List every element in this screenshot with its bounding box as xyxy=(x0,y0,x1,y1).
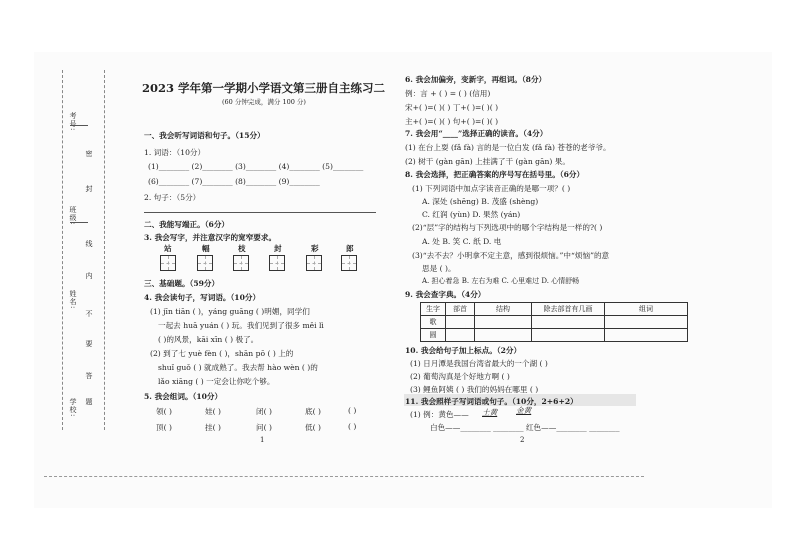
char-model: 枝 xyxy=(238,244,246,253)
dict-cell[interactable] xyxy=(446,316,475,329)
radical-row-2: 主+( )=( )( ) 句+( )=( )( ) xyxy=(405,117,499,126)
section-3-heading: 三、基础题。（59分） xyxy=(144,279,220,288)
binding-label-class: 班级: xyxy=(69,206,77,226)
choice-question: (1) 下列词语中加点字读音正确的是哪一项？( ) xyxy=(412,184,571,193)
char-model: 站 xyxy=(164,244,172,253)
word-group-item: 领( ) xyxy=(156,407,172,416)
radical-row-1: 宋+( )=( )( ) 丁+( )=( )( ) xyxy=(405,103,499,112)
pinyin-sentence-line: 一起去 huā yuán ( ) 玩。我们见到了很多 měi lì xyxy=(158,321,324,330)
char-model: 封 xyxy=(274,244,282,253)
binding-mark: 题 xyxy=(85,398,93,406)
dict-header: 结构 xyxy=(475,303,532,316)
page-bottom-edge xyxy=(44,476,644,477)
word-group-item: 顶( ) xyxy=(156,423,172,432)
dict-header: 除去部首有几画 xyxy=(532,303,605,316)
dict-cell[interactable] xyxy=(605,316,688,329)
word-group-item: 闭( ) xyxy=(256,407,272,416)
word-group-item: 低( ) xyxy=(305,423,321,432)
question-10-heading: 10. 我会给句子加上标点。（2分） xyxy=(405,346,522,355)
pinyin-sentence-line: (1) jīn tiān ( )，yáng guāng ( )明媚，同学们 xyxy=(150,307,310,316)
writing-grid[interactable] xyxy=(197,255,213,271)
choice-question-cont: 思是 ( )。 xyxy=(422,264,456,273)
binding-mark: 不 xyxy=(85,310,93,318)
question-6-heading: 6. 我会加偏旁，变新字，再组词。（8分） xyxy=(405,75,547,84)
binding-mark: 答 xyxy=(85,372,93,380)
pronunciation-item: (2) 树干 (gàn gān) 上挂满了干 (gàn gān) 果。 xyxy=(405,157,570,166)
dict-char: 歌 xyxy=(421,316,446,329)
writing-grid[interactable] xyxy=(341,255,357,271)
binding-mark: 内 xyxy=(85,272,93,280)
example-answer: 金黄 xyxy=(516,406,532,415)
question-9-heading: 9. 我会查字典。（4分） xyxy=(405,290,486,299)
question-4-heading: 4. 我会读句子，写词语。（10分） xyxy=(144,293,261,302)
question-11-heading: 11. 我会照样子写词语或句子。（10分，2+6+2） xyxy=(405,397,578,406)
section-2-heading: 二、我能写端正。（6分） xyxy=(144,220,230,229)
radical-example: 例：言 + ( ) = ( ) (信用) xyxy=(405,89,491,98)
dict-header: 组词 xyxy=(605,303,688,316)
question-3-heading: 3. 我会写字，并注意汉字的宽窄要求。 xyxy=(144,233,277,242)
dict-cell[interactable] xyxy=(605,329,688,342)
dict-cell[interactable] xyxy=(532,329,605,342)
choice-options: A. 深处 (shēng) B. 茂盛 (shèng) xyxy=(422,197,539,206)
fill-line-exam-no xyxy=(70,125,88,126)
writing-grid[interactable] xyxy=(306,255,322,271)
dict-header: 生字 xyxy=(421,303,446,316)
punctuation-item: (2) 葡萄沟真是个好地方啊 ( ) xyxy=(410,372,510,381)
binding-mark: 要 xyxy=(85,340,93,348)
question-8-heading: 8. 我会选择，把正确答案的序号写在括号里。（6分） xyxy=(405,170,585,179)
dict-cell[interactable] xyxy=(475,316,532,329)
dictation-words-row-2: (6)________ (7)________ (8)________ (9)________ xyxy=(148,177,320,186)
fill-line-class xyxy=(70,222,88,223)
word-group-item: 挂( ) xyxy=(205,423,221,432)
binding-mark: 线 xyxy=(85,240,93,248)
word-group-item: ( ) xyxy=(348,422,357,431)
pinyin-sentence-line: lǎo xiāng ( ) 一定会让你吃个够。 xyxy=(158,377,275,386)
binding-line-inner xyxy=(104,70,105,430)
section-1-heading: 一、我会听写词语和句子。（15分） xyxy=(144,131,265,140)
binding-label-school: 学校: xyxy=(69,398,77,418)
pinyin-sentence-line: (2) 到了七 yuè fèn ( )，shān pō ( ) 上的 xyxy=(150,349,294,358)
punctuation-item: (3) 鲤鱼阿姨 ( ) 我们的妈妈在哪里 ( ) xyxy=(410,385,539,394)
binding-mark: 密 xyxy=(85,150,93,158)
writing-grid[interactable] xyxy=(233,255,249,271)
dict-header: 部首 xyxy=(446,303,475,316)
example-label: (1) 例：黄色—— xyxy=(410,410,469,419)
question-5-heading: 5. 我会组词。（10分） xyxy=(144,392,223,401)
dictation-words-row-1: (1)________ (2)________ (3)________ (4)________ (5)________ xyxy=(148,162,364,171)
exam-subtitle: (60 分钟完成，满分 100 分) xyxy=(222,98,306,106)
dict-cell[interactable] xyxy=(446,329,475,342)
example-answer: 土黄 xyxy=(482,408,498,417)
choice-options: C. 红润 (yùn) D. 果然 (yán) xyxy=(422,210,521,219)
binding-label-name: 姓名: xyxy=(69,290,77,310)
dictionary-table xyxy=(420,302,688,342)
choice-question: (3)“去不去？小明拿不定主意，感到很烦恼。”中“烦恼”的意 xyxy=(412,251,610,260)
dict-cell[interactable] xyxy=(475,329,532,342)
dict-char: 圆 xyxy=(421,329,446,342)
color-word-row: 白色——________ ________ 红色——________ ________ xyxy=(430,423,620,432)
word-group-item: 娃( ) xyxy=(205,407,221,416)
choice-options: A. 处 B. 笑 C. 纸 D. 电 xyxy=(422,237,502,246)
table-row xyxy=(421,329,688,342)
word-group-item: 问( ) xyxy=(256,423,272,432)
char-model: 幅 xyxy=(202,244,210,253)
punctuation-item: (1) 日月潭是我国台湾省最大的一个湖 ( ) xyxy=(410,359,548,368)
binding-mark: 封 xyxy=(85,185,93,193)
binding-label-exam-no: 考号: xyxy=(69,112,77,132)
pinyin-sentence-line: ( )的风景，kāi xīn ( ) 极了。 xyxy=(158,335,259,344)
writing-grid[interactable] xyxy=(269,255,285,271)
section-1-words-label: 1. 词语：（10分） xyxy=(144,148,206,157)
word-group-item: 底( ) xyxy=(305,407,321,416)
binding-line-outer xyxy=(62,70,63,430)
pinyin-sentence-line: shuǐ guǒ ( ) 就成熟了。我去帮 hào wèn ( )的 xyxy=(158,363,318,372)
word-group-item: ( ) xyxy=(348,406,357,415)
page-number-right: 2 xyxy=(520,436,525,444)
page-number-left: 1 xyxy=(260,436,265,444)
char-model: 郎 xyxy=(346,244,354,253)
choice-question: (2)“层”字的结构与下列选项中的哪个字结构是一样的?( ) xyxy=(412,223,603,232)
section-1-sentence-label: 2. 句子：（5分） xyxy=(144,193,201,202)
char-model: 彩 xyxy=(311,244,319,253)
dict-cell[interactable] xyxy=(532,316,605,329)
question-7-heading: 7. 我会用“____”选择正确的读音。（4分） xyxy=(405,129,548,138)
choice-options: A. 担心着急 B. 左右为难 C. 心里难过 D. 心情舒畅 xyxy=(422,277,580,285)
sentence-answer-line xyxy=(144,212,376,213)
exam-title: 2023 学年第一学期小学语文第三册自主练习二 xyxy=(142,81,386,95)
pronunciation-item: (1) 在台上耍 (fǎ fà) 言的是一位白发 (fǎ fà) 苍苍的老爷爷。 xyxy=(405,143,611,152)
writing-grid[interactable] xyxy=(160,255,176,271)
table-row xyxy=(421,316,688,329)
